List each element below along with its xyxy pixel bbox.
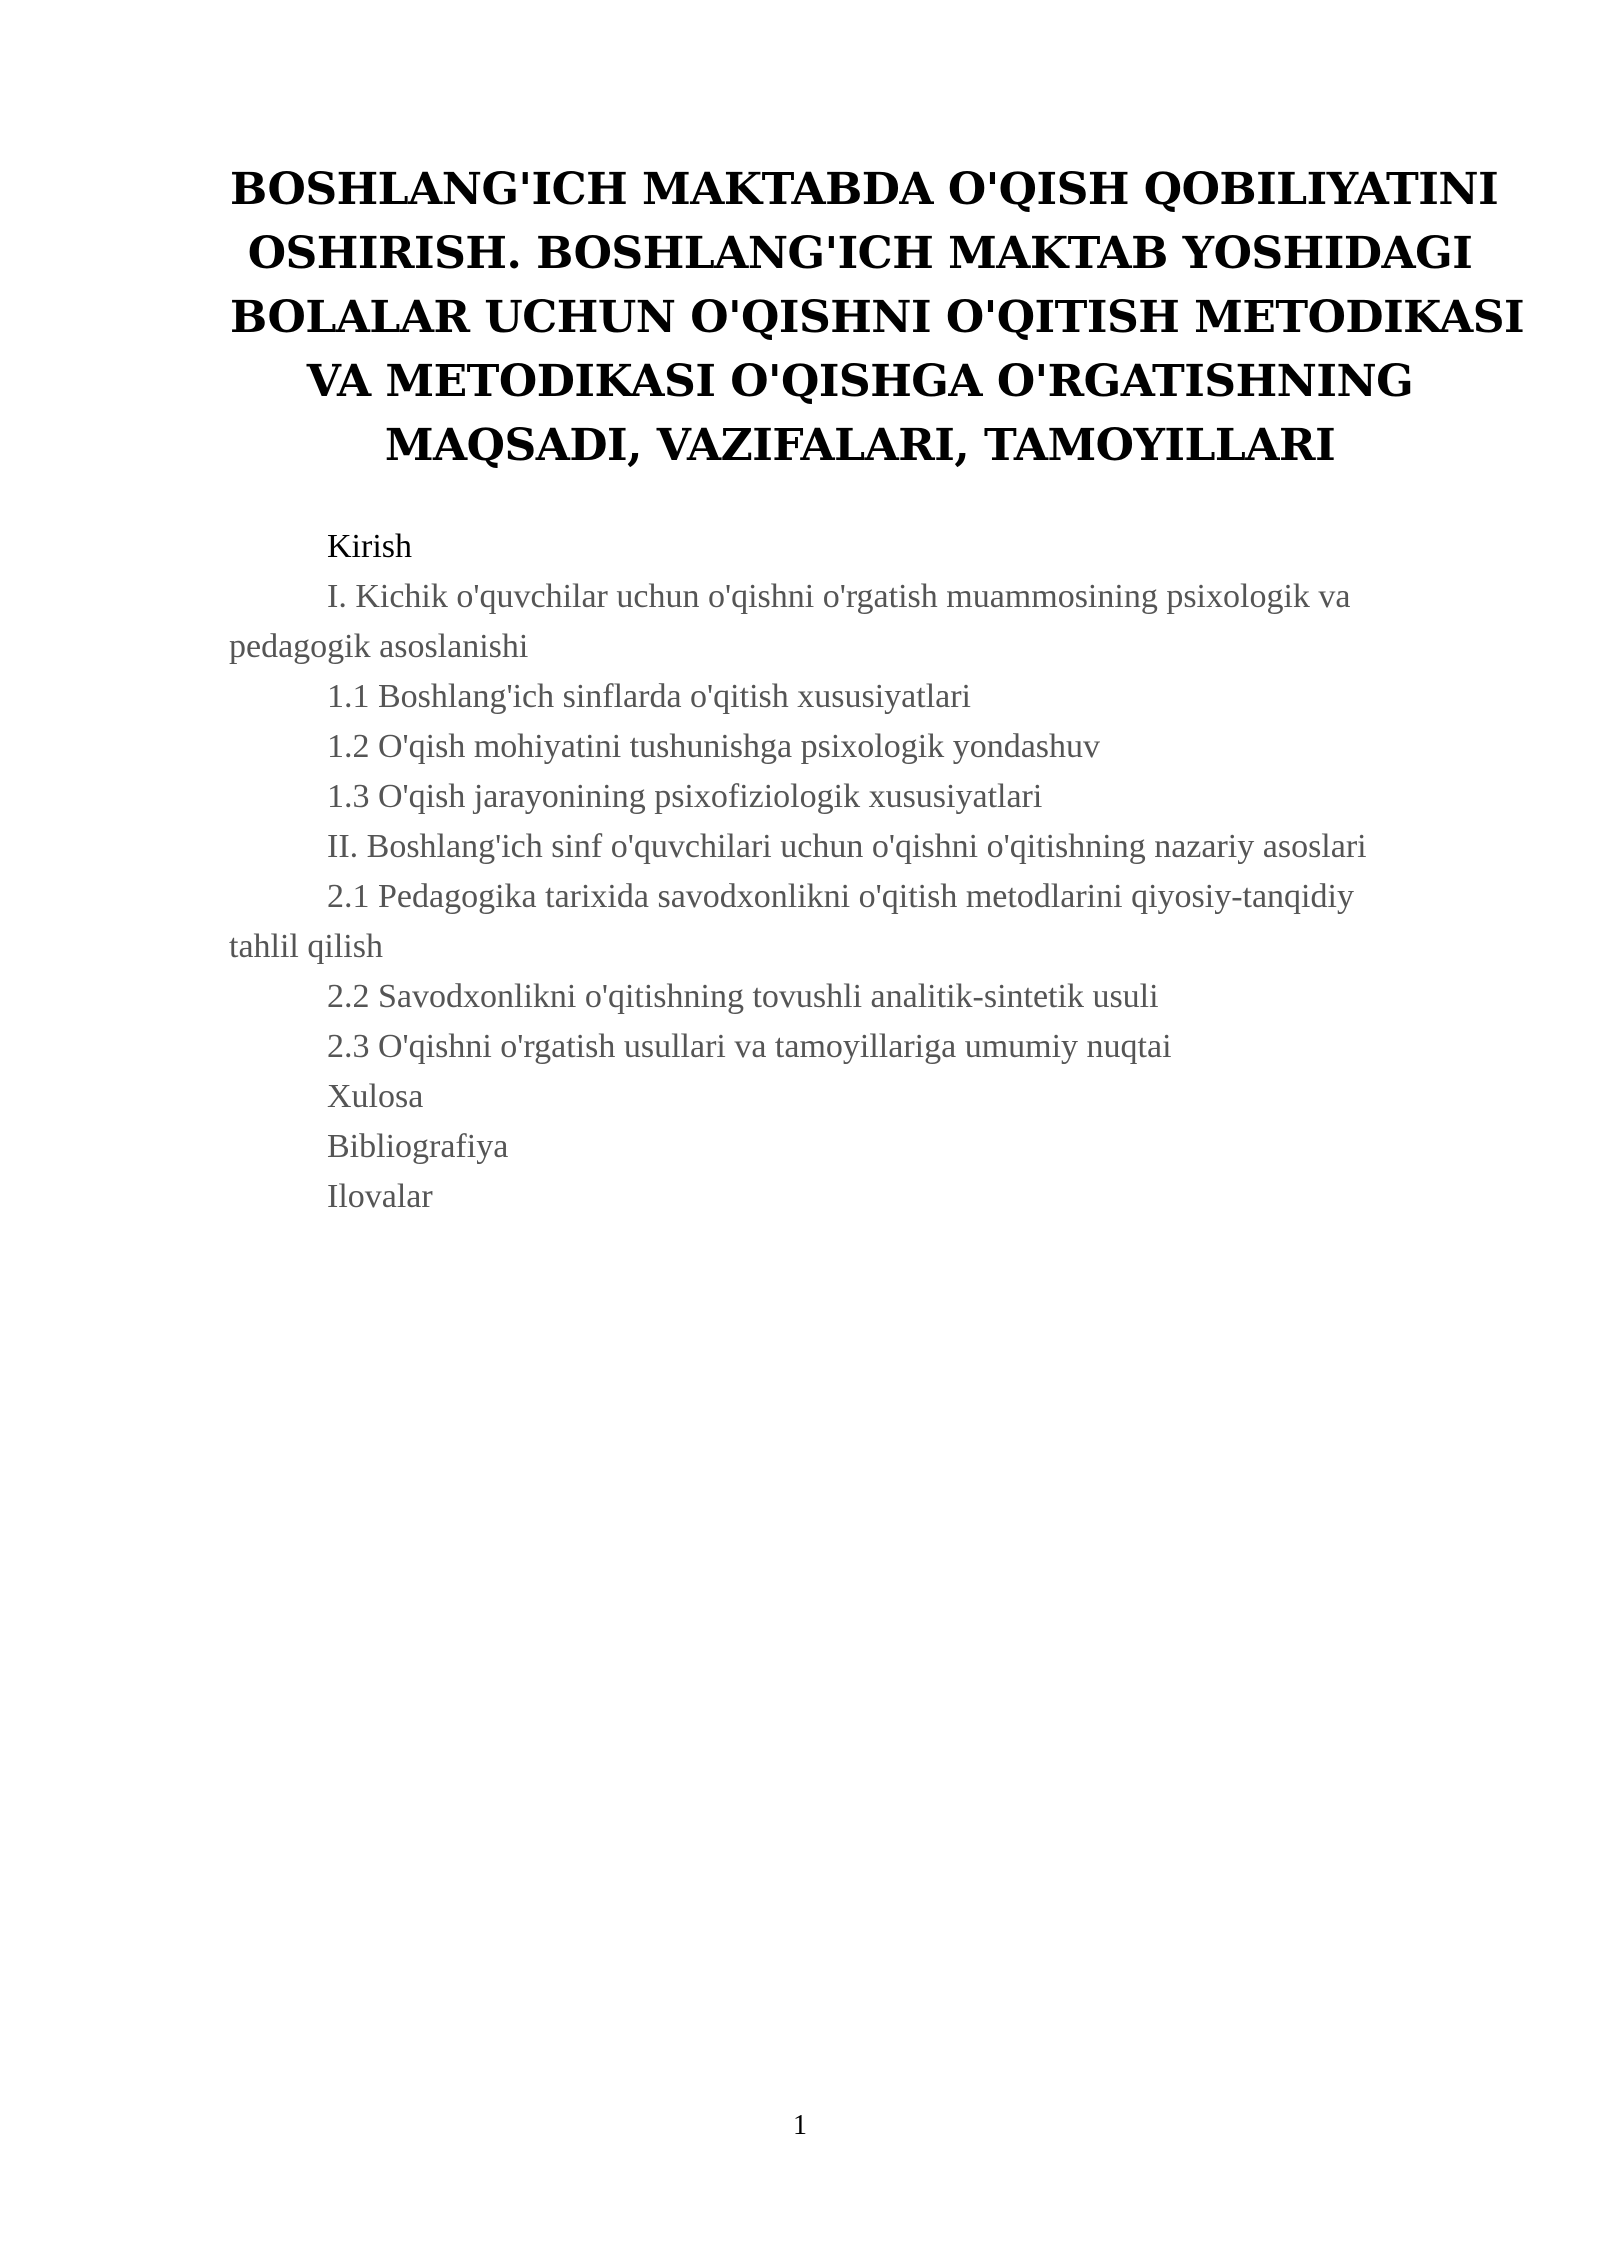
toc-item-chapter-2: II. Boshlang'ich sinf o'quvchilari uchun o'qishni o'qitishning nazariy asoslari xyxy=(327,828,1367,865)
toc-item-ilovalar: Ilovalar xyxy=(327,1178,433,1215)
title-line: MAQSADI, VAZIFALARI, TAMOYILLARI xyxy=(384,420,1336,471)
toc-item-section-2-2: 2.2 Savodxonlikni o'qitishning tovushli analitik-sintetik usuli xyxy=(327,978,1159,1015)
toc-item-kirish: Kirish xyxy=(327,528,412,565)
toc-item-xulosa: Xulosa xyxy=(327,1078,424,1115)
toc-item-bibliografiya: Bibliografiya xyxy=(327,1128,509,1165)
page-number: 1 xyxy=(793,2110,807,2141)
title-line: BOLALAR UCHUN O'QISHNI O'QITISH METODIKASI xyxy=(230,292,1525,343)
title-line: BOSHLANG'ICH MAKTABDA O'QISH QOBILIYATINI xyxy=(230,164,1499,215)
toc-item-chapter-1: I. Kichik o'quvchilar uchun o'qishni o'rgatish muammosining psixologik va xyxy=(327,578,1351,615)
table-of-contents xyxy=(229,522,1489,1222)
title-line: OSHIRISH. BOSHLANG'ICH MAKTAB YOSHIDAGI xyxy=(247,228,1473,279)
toc-item-section-1-2: 1.2 O'qish mohiyatini tushunishga psixologik yondashuv xyxy=(327,728,1101,765)
toc-item-section-1-1: 1.1 Boshlang'ich sinflarda o'qitish xususiyatlari xyxy=(327,678,972,715)
toc-item-section-2-3: 2.3 O'qishni o'rgatish usullari va tamoyillariga umumiy nuqtai xyxy=(327,1028,1172,1065)
toc-item-section-1-3: 1.3 O'qish jarayonining psixofiziologik xususiyatlari xyxy=(327,778,1043,815)
toc-item-section-2-1-continuation: tahlil qilish xyxy=(229,928,383,965)
document-title xyxy=(230,158,1525,478)
title-line: VA METODIKASI O'QISHGA O'RGATISHNING xyxy=(306,356,1414,407)
toc-item-chapter-1-continuation: pedagogik asoslanishi xyxy=(229,628,529,665)
toc-item-section-2-1: 2.1 Pedagogika tarixida savodxonlikni o'qitish metodlarini qiyosiy-tanqidiy xyxy=(327,878,1354,915)
